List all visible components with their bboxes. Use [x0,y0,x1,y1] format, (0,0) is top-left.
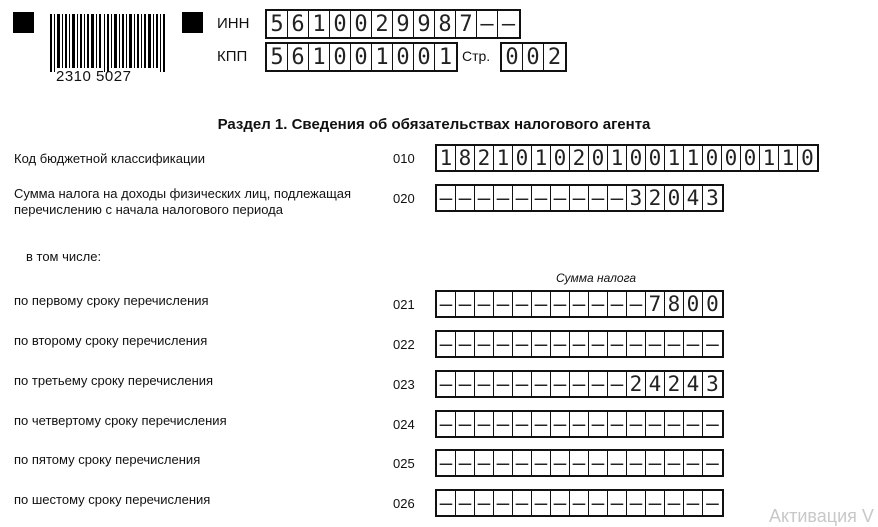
digit-cell[interactable]: 8 [665,292,684,316]
digit-cell[interactable]: 0 [722,146,741,170]
digit-cell[interactable]: – [513,292,532,316]
digit-cell[interactable]: – [532,292,551,316]
digit-cell[interactable]: – [551,332,570,356]
digit-cell[interactable]: 0 [801,146,814,170]
digit-cell[interactable]: – [627,332,646,356]
digit-cell[interactable]: – [665,491,684,515]
digit-cell[interactable]: – [589,292,608,316]
digit-cell[interactable]: 1 [309,11,330,37]
installment-label-5: по пятому сроку перечисления [14,452,201,467]
digit-cell[interactable]: 0 [706,292,719,316]
digit-cell[interactable]: 5 [267,44,288,70]
barcode-digits: 2310 5027 [56,68,132,85]
corner-marker-right [182,12,203,33]
digit-cell[interactable]: – [456,186,475,210]
kbk-code: 010 [393,151,415,166]
digit-cell[interactable]: 2 [570,146,589,170]
digit-cell[interactable]: 0 [589,146,608,170]
installment-field-1[interactable] [435,290,724,318]
digit-cell[interactable]: 6 [288,44,309,70]
digit-cell[interactable]: 4 [684,186,703,210]
digit-cell[interactable]: – [589,491,608,515]
digit-cell[interactable]: – [706,491,719,515]
digit-cell[interactable]: 4 [646,372,665,396]
digit-cell[interactable]: – [589,451,608,475]
digit-cell[interactable]: 1 [372,44,393,70]
digit-cell[interactable]: 0 [703,146,722,170]
digit-cell[interactable]: 2 [475,146,494,170]
installment-field-2[interactable] [435,330,724,358]
digit-cell[interactable]: 1 [779,146,798,170]
digit-cell[interactable]: – [608,451,627,475]
digit-cell[interactable]: – [501,11,516,37]
digit-cell[interactable]: – [456,332,475,356]
digit-cell[interactable]: 1 [760,146,779,170]
digit-cell[interactable]: – [627,412,646,436]
digit-cell[interactable]: – [551,412,570,436]
digit-cell[interactable]: – [532,372,551,396]
installment-label-3: по третьему сроку перечисления [14,373,214,388]
digit-cell[interactable]: 0 [351,11,372,37]
digit-cell[interactable]: – [608,372,627,396]
digit-cell[interactable]: 9 [393,11,414,37]
digit-cell[interactable]: – [589,186,608,210]
installment-label-4: по четвертому сроку перечисления [14,413,227,428]
digit-cell[interactable]: – [646,412,665,436]
digit-cell[interactable]: – [437,332,456,356]
kpp-label: КПП [217,48,248,65]
digit-cell[interactable]: – [684,332,703,356]
digit-cell[interactable]: – [437,451,456,475]
digit-cell[interactable]: – [513,491,532,515]
digit-cell[interactable]: 2 [665,372,684,396]
digit-cell[interactable]: 7 [646,292,665,316]
digit-cell[interactable]: 1 [608,146,627,170]
digit-cell[interactable]: – [437,491,456,515]
digit-cell[interactable]: – [532,451,551,475]
digit-cell[interactable]: 7 [456,11,477,37]
digit-cell[interactable]: – [570,491,589,515]
digit-cell[interactable]: – [570,451,589,475]
digit-cell[interactable]: 0 [351,44,372,70]
digit-cell[interactable]: 1 [665,146,684,170]
digit-cell[interactable]: 0 [551,146,570,170]
digit-cell[interactable]: – [456,372,475,396]
digit-cell[interactable]: 3 [706,372,719,396]
digit-cell[interactable]: 2 [547,44,562,70]
total-field[interactable] [435,184,724,212]
installment-code-1: 021 [393,297,415,312]
digit-cell[interactable]: – [475,332,494,356]
installment-field-4[interactable] [435,410,724,438]
digit-cell[interactable]: 0 [646,146,665,170]
digit-cell[interactable]: – [589,332,608,356]
page-label: Стр. [462,48,491,64]
installment-code-3: 023 [393,377,415,392]
digit-cell[interactable]: – [706,451,719,475]
digit-cell[interactable]: – [684,412,703,436]
digit-cell[interactable]: 1 [684,146,703,170]
inn-label: ИНН [217,15,250,32]
digit-cell[interactable]: – [513,451,532,475]
digit-cell[interactable]: 0 [627,146,646,170]
digit-cell[interactable]: – [608,292,627,316]
digit-cell[interactable]: 1 [309,44,330,70]
installment-code-2: 022 [393,337,415,352]
digit-cell[interactable]: – [570,292,589,316]
digit-cell[interactable]: – [475,412,494,436]
digit-cell[interactable]: 3 [706,186,719,210]
digit-cell[interactable]: – [494,292,513,316]
digit-cell[interactable]: – [513,372,532,396]
digit-cell[interactable]: – [494,451,513,475]
digit-cell[interactable]: – [494,186,513,210]
digit-cell[interactable]: – [684,491,703,515]
digit-cell[interactable]: – [551,186,570,210]
digit-cell[interactable]: – [513,186,532,210]
digit-cell[interactable]: – [570,412,589,436]
digit-cell[interactable]: 0 [665,186,684,210]
digit-cell[interactable]: – [570,372,589,396]
digit-cell[interactable]: 3 [627,186,646,210]
digit-cell[interactable]: – [608,332,627,356]
digit-cell[interactable]: – [494,491,513,515]
kbk-field[interactable] [435,144,819,172]
digit-cell[interactable]: 2 [627,372,646,396]
sum-header: Сумма налога [556,271,637,285]
kbk-label: Код бюджетной классификации [14,151,205,166]
installment-code-5: 025 [393,456,415,471]
digit-cell[interactable]: – [456,412,475,436]
digit-cell[interactable]: – [608,186,627,210]
digit-cell[interactable]: – [665,451,684,475]
installment-field-3[interactable] [435,370,724,398]
installment-code-4: 024 [393,417,415,432]
digit-cell[interactable]: 2 [372,11,393,37]
digit-cell[interactable]: – [494,372,513,396]
total-label-line1: Сумма налога на доходы физических лиц, подлежащая [14,186,352,201]
digit-cell[interactable]: 0 [414,44,435,70]
digit-cell[interactable]: – [706,332,719,356]
digit-cell[interactable]: 0 [330,44,351,70]
digit-cell[interactable]: – [570,186,589,210]
digit-cell[interactable]: – [437,372,456,396]
page-number-field[interactable] [500,42,567,72]
digit-cell[interactable]: 8 [435,11,456,37]
corner-marker-left [13,12,34,33]
digit-cell[interactable]: – [475,451,494,475]
digit-cell[interactable]: – [608,491,627,515]
digit-cell[interactable]: – [513,412,532,436]
installment-label-2: по второму сроку перечисления [14,333,208,348]
digit-cell[interactable]: – [627,292,646,316]
digit-cell[interactable]: 1 [438,44,453,70]
including-label: в том числе: [26,249,102,264]
section-title: Раздел 1. Сведения об обязательствах налогового агента [217,116,651,133]
digit-cell[interactable]: – [475,292,494,316]
digit-cell[interactable]: – [665,412,684,436]
digit-cell[interactable]: 0 [330,11,351,37]
digit-cell[interactable]: – [513,332,532,356]
digit-cell[interactable]: – [475,186,494,210]
digit-cell[interactable]: – [456,491,475,515]
installment-label-1: по первому сроку перечисления [14,293,209,308]
digit-cell[interactable]: – [627,491,646,515]
digit-cell[interactable]: – [532,412,551,436]
digit-cell[interactable]: – [456,292,475,316]
digit-cell[interactable]: – [646,332,665,356]
digit-cell[interactable]: – [570,332,589,356]
installment-field-6[interactable] [435,489,724,517]
installment-code-6: 026 [393,496,415,511]
digit-cell[interactable]: – [608,412,627,436]
digit-cell[interactable]: – [437,412,456,436]
installment-field-5[interactable] [435,449,724,477]
digit-cell[interactable]: – [646,451,665,475]
total-code: 020 [393,191,415,206]
digit-cell[interactable]: – [589,372,608,396]
digit-cell[interactable]: 0 [684,292,703,316]
digit-cell[interactable]: – [475,372,494,396]
digit-cell[interactable]: 8 [456,146,475,170]
digit-cell[interactable]: – [494,412,513,436]
digit-cell[interactable]: – [494,332,513,356]
digit-cell[interactable]: 6 [288,11,309,37]
digit-cell[interactable]: – [532,186,551,210]
total-label-line2: перечислению с начала налогового периода [14,202,283,217]
digit-cell[interactable]: – [551,372,570,396]
installment-label-6: по шестому сроку перечисления [14,492,211,507]
digit-cell[interactable]: – [532,491,551,515]
activation-watermark: Активация V [769,506,874,526]
digit-cell[interactable]: – [456,451,475,475]
barcode-icon [50,14,166,72]
digit-cell[interactable]: 1 [494,146,513,170]
digit-cell[interactable]: – [532,332,551,356]
digit-cell[interactable]: – [475,491,494,515]
digit-cell[interactable]: – [627,451,646,475]
digit-cell[interactable]: – [477,11,498,37]
digit-cell[interactable]: 5 [267,11,288,37]
digit-cell[interactable]: – [684,451,703,475]
digit-cell[interactable]: 0 [523,44,544,70]
digit-cell[interactable]: – [665,332,684,356]
digit-cell[interactable]: 0 [513,146,532,170]
digit-cell[interactable]: – [551,491,570,515]
digit-cell[interactable]: 9 [414,11,435,37]
kpp-field[interactable] [265,42,458,72]
digit-cell[interactable]: – [551,292,570,316]
digit-cell[interactable]: – [646,491,665,515]
digit-cell[interactable]: 1 [437,146,456,170]
digit-cell[interactable]: 2 [646,186,665,210]
digit-cell[interactable]: 0 [393,44,414,70]
digit-cell[interactable]: 0 [502,44,523,70]
digit-cell[interactable]: 4 [684,372,703,396]
digit-cell[interactable]: – [551,451,570,475]
digit-cell[interactable]: – [589,412,608,436]
inn-field[interactable] [265,9,521,39]
digit-cell[interactable]: – [437,292,456,316]
digit-cell[interactable]: – [706,412,719,436]
digit-cell[interactable]: 0 [741,146,760,170]
digit-cell[interactable]: 1 [532,146,551,170]
digit-cell[interactable]: – [437,186,456,210]
